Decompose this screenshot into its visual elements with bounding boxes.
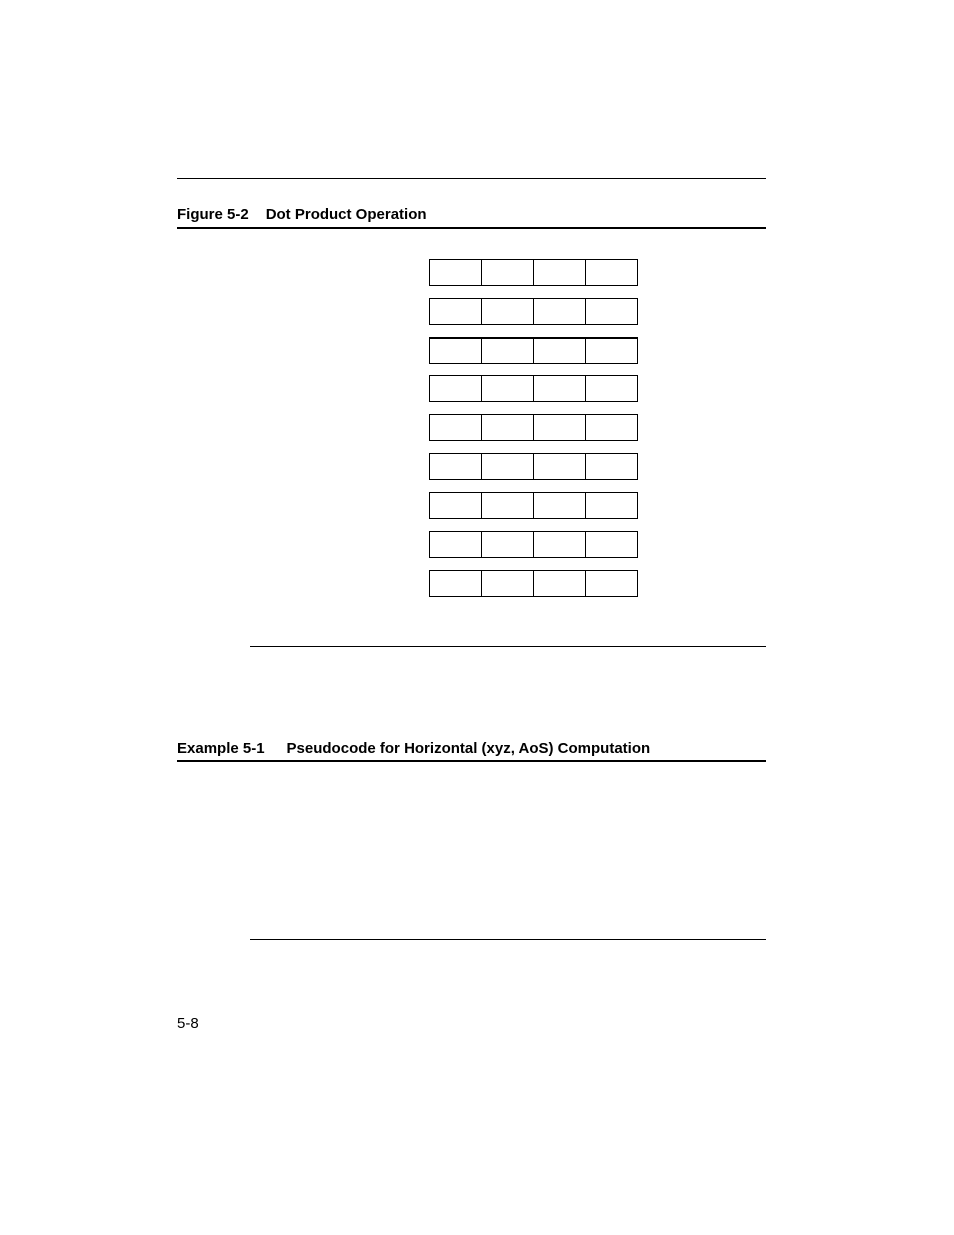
register-cell — [482, 532, 534, 557]
register-cell — [534, 454, 586, 479]
example-caption-rule — [177, 760, 766, 762]
register-cell — [534, 532, 586, 557]
register-row — [429, 570, 638, 597]
register-cell — [482, 454, 534, 479]
figure-end-rule — [250, 646, 766, 647]
example-end-rule — [250, 939, 766, 940]
register-cell — [534, 415, 586, 440]
figure-title: Dot Product Operation — [265, 206, 427, 223]
example-number: Example 5-1 — [177, 740, 265, 757]
register-cell — [586, 454, 637, 479]
register-cell — [430, 260, 482, 285]
register-cell — [534, 571, 586, 596]
register-cell — [482, 493, 534, 518]
register-cell — [534, 339, 586, 363]
register-row — [429, 531, 638, 558]
register-cell — [586, 571, 637, 596]
register-row — [429, 375, 638, 402]
register-cell — [534, 299, 586, 324]
register-cell — [430, 493, 482, 518]
register-cell — [586, 493, 637, 518]
example-caption — [177, 740, 650, 758]
register-row — [429, 492, 638, 519]
register-cell — [482, 415, 534, 440]
register-cell — [482, 339, 534, 363]
figure-caption-rule — [177, 227, 766, 229]
register-cell — [482, 260, 534, 285]
register-cell — [586, 376, 637, 401]
register-cell — [430, 299, 482, 324]
example-title: Pseudocode for Horizontal (xyz, AoS) Computation — [286, 740, 651, 757]
register-row — [429, 414, 638, 441]
register-cell — [430, 339, 482, 363]
register-cell — [586, 532, 637, 557]
figure-number: Figure 5-2 — [177, 206, 249, 223]
top-rule — [177, 178, 766, 179]
register-cell — [430, 571, 482, 596]
register-row — [429, 259, 638, 286]
register-cell — [430, 415, 482, 440]
register-row — [429, 337, 638, 364]
register-cell — [586, 339, 637, 363]
register-cell — [586, 415, 637, 440]
register-cell — [482, 571, 534, 596]
register-cell — [586, 299, 637, 324]
register-cell — [430, 376, 482, 401]
register-cell — [534, 260, 586, 285]
register-cell — [482, 376, 534, 401]
register-cell — [586, 260, 637, 285]
page-number: 5-8 — [177, 1015, 199, 1032]
register-cell — [430, 454, 482, 479]
register-row — [429, 298, 638, 325]
register-row — [429, 453, 638, 480]
register-cell — [482, 299, 534, 324]
figure-caption — [177, 206, 427, 224]
register-cell — [430, 532, 482, 557]
register-cell — [534, 376, 586, 401]
register-cell — [534, 493, 586, 518]
